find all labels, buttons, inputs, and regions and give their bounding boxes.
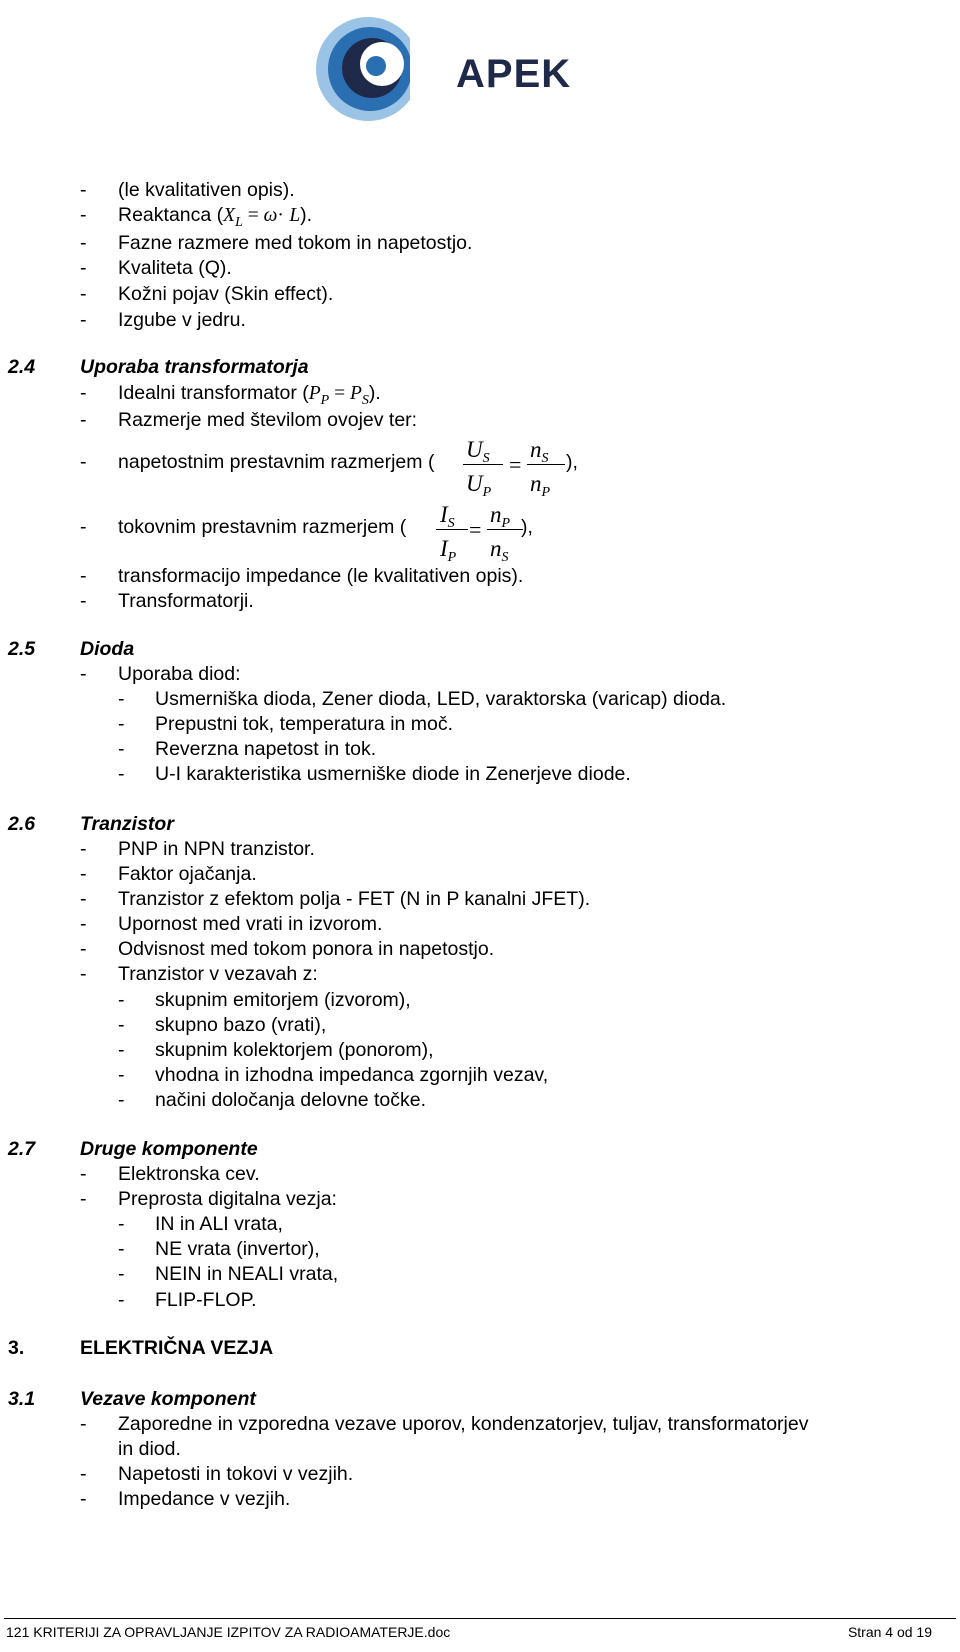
list-dash: -: [80, 179, 87, 201]
list-item: tokovnim prestavnim razmerjem (: [118, 516, 407, 538]
frac-close: ),: [521, 516, 533, 538]
frac-line: [527, 464, 565, 465]
list-item: Tranzistor v vezavah z:: [118, 963, 318, 985]
list-dash: -: [80, 1163, 87, 1185]
ideal-close: ).: [368, 382, 381, 404]
list-item: Impedance v vezjih.: [118, 1488, 291, 1510]
frac-num-n: $n_S$: [530, 437, 549, 466]
sub-list-item: vhodna in izhodna impedanca zgornjih vezav,: [155, 1064, 549, 1086]
math-x: X: [223, 205, 236, 226]
apek-logo: [310, 6, 572, 136]
list-item-reactance: [118, 204, 313, 230]
section-title: Vezave komponent: [80, 1388, 256, 1410]
section-title: Uporaba transformatorja: [80, 356, 309, 378]
sub-list-item: načini določanja delovne točke.: [155, 1089, 427, 1111]
frac-line: [463, 464, 503, 465]
list-dash: -: [80, 663, 87, 685]
sub-list-item: NE vrata (invertor),: [155, 1238, 320, 1260]
list-dash: -: [80, 590, 87, 612]
section-title: Dioda: [80, 638, 135, 660]
list-dash: -: [80, 1413, 87, 1435]
list-dash: -: [118, 1039, 125, 1061]
frac-den-u: $U_P$: [466, 471, 492, 500]
list-dash: -: [118, 763, 125, 785]
list-item-ideal-transformer: [118, 382, 381, 408]
math-dot: ·: [277, 205, 284, 226]
list-dash: -: [118, 1014, 125, 1036]
math-eq: =: [242, 205, 264, 226]
math-l: L: [289, 205, 301, 226]
section-number: 2.6: [8, 813, 36, 835]
list-dash: -: [80, 1488, 87, 1510]
section-title: Druge komponente: [80, 1138, 258, 1160]
sub-list-item: Prepustni tok, temperatura in moč.: [155, 713, 454, 735]
list-item: Tranzistor z efektom polja - FET (N in P kanalni JFET).: [118, 888, 591, 910]
logo-text: APEK: [456, 52, 572, 96]
sub-list-item: NEIN in NEALI vrata,: [155, 1263, 339, 1285]
footer-filename: 121 KRITERIJI ZA OPRAVLJANJE IZPITOV ZA RADIOAMATERJE.doc: [6, 1624, 451, 1640]
chapter-number: 3.: [8, 1337, 25, 1359]
chapter-title: ELEKTRIČNA VEZJA: [80, 1337, 274, 1359]
list-dash: -: [80, 1188, 87, 1210]
reactance-label: Reaktanca (: [118, 204, 224, 226]
list-item: (le kvalitativen opis).: [118, 179, 295, 201]
list-item: PNP in NPN tranzistor.: [118, 838, 315, 860]
list-dash: -: [80, 838, 87, 860]
list-dash: -: [80, 888, 87, 910]
list-dash: -: [118, 989, 125, 1011]
footer-divider: [4, 1618, 956, 1619]
frac-den-n: $n_S$: [490, 536, 509, 565]
list-dash: -: [80, 382, 87, 404]
frac-num-u: $U_S$: [466, 437, 490, 466]
sub-list-item: FLIP-FLOP.: [155, 1289, 257, 1311]
math-p-sub: P: [320, 393, 330, 408]
sub-list-item: Reverzna napetost in tok.: [155, 738, 377, 760]
list-item: Elektronska cev.: [118, 1163, 260, 1185]
sub-list-item: Usmerniška dioda, Zener dioda, LED, varaktorska (varicap) dioda.: [155, 688, 727, 710]
list-dash: -: [118, 1213, 125, 1235]
sub-list-item: U-I karakteristika usmerniške diode in Zenerjeve diode.: [155, 763, 631, 785]
list-item: napetostnim prestavnim razmerjem (: [118, 451, 435, 473]
frac-close: ),: [566, 451, 578, 473]
list-dash: -: [80, 1463, 87, 1485]
list-item: Napetosti in tokovi v vezjih.: [118, 1463, 354, 1485]
list-item: Transformatorji.: [118, 590, 254, 612]
list-dash: -: [80, 451, 87, 473]
frac-eq: =: [469, 517, 482, 542]
list-dash: -: [118, 688, 125, 710]
list-item: Razmerje med številom ovojev ter:: [118, 409, 418, 431]
frac-line: [436, 529, 468, 530]
list-item: Izgube v jedru.: [118, 309, 246, 331]
list-dash: -: [80, 565, 87, 587]
frac-line: [487, 529, 523, 530]
list-dash: -: [118, 738, 125, 760]
list-item: Faktor ojačanja.: [118, 863, 257, 885]
math-ps: P: [349, 383, 362, 404]
list-dash: -: [80, 963, 87, 985]
frac-num-i: $I_S$: [440, 502, 455, 531]
list-dash: -: [80, 232, 87, 254]
apek-logo-mark-icon: [310, 6, 410, 132]
list-item: Upornost med vrati in izvorom.: [118, 913, 383, 935]
section-number: 2.7: [8, 1138, 36, 1160]
list-dash: -: [118, 1238, 125, 1260]
list-dash: -: [118, 1263, 125, 1285]
list-item: Uporaba diod:: [118, 663, 241, 685]
math-p: P: [308, 383, 321, 404]
list-dash: -: [118, 713, 125, 735]
list-item: Preprosta digitalna vezja:: [118, 1188, 337, 1210]
math-eq: =: [329, 383, 350, 404]
math-ps-sub: S: [361, 393, 369, 408]
list-dash: -: [80, 913, 87, 935]
frac-num-n: $n_P$: [490, 502, 511, 531]
list-dash: -: [80, 204, 87, 226]
list-dash: -: [118, 1089, 125, 1111]
list-dash: -: [118, 1289, 125, 1311]
section-number: 3.1: [8, 1388, 36, 1410]
reactance-close: ).: [300, 204, 313, 226]
list-dash: -: [80, 938, 87, 960]
section-title: Tranzistor: [80, 813, 174, 835]
frac-eq: =: [509, 452, 522, 477]
sub-list-item: skupnim kolektorjem (ponorom),: [155, 1039, 434, 1061]
math-omega: ω: [263, 205, 278, 226]
list-item: Kvaliteta (Q).: [118, 257, 232, 279]
list-item: Fazne razmere med tokom in napetostjo.: [118, 232, 473, 254]
list-item: transformacijo impedance (le kvalitativen opis).: [118, 565, 524, 587]
sub-list-item: skupno bazo (vrati),: [155, 1014, 327, 1036]
list-dash: -: [80, 309, 87, 331]
list-dash: -: [80, 257, 87, 279]
list-dash: -: [80, 409, 87, 431]
section-number: 2.5: [8, 638, 36, 660]
ideal-label: Idealni transformator (: [118, 382, 309, 404]
sub-list-item: IN in ALI vrata,: [155, 1213, 283, 1235]
footer-page-number: Stran 4 od 19: [847, 1624, 932, 1640]
list-item-continuation: in diod.: [118, 1438, 181, 1460]
list-dash: -: [80, 863, 87, 885]
math-x-sub: L: [235, 215, 243, 230]
list-item: Kožni pojav (Skin effect).: [118, 283, 334, 305]
list-dash: -: [80, 283, 87, 305]
section-number: 2.4: [8, 356, 36, 378]
list-dash: -: [118, 1064, 125, 1086]
frac-den-i: $I_P$: [440, 536, 457, 565]
sub-list-item: skupnim emitorjem (izvorom),: [155, 989, 411, 1011]
list-dash: -: [80, 516, 87, 538]
frac-den-n: $n_P$: [530, 471, 551, 500]
list-item: Zaporedne in vzporedna vezave uporov, kondenzatorjev, tuljav, transformatorjev: [118, 1413, 809, 1435]
list-item: Odvisnost med tokom ponora in napetostjo.: [118, 938, 495, 960]
